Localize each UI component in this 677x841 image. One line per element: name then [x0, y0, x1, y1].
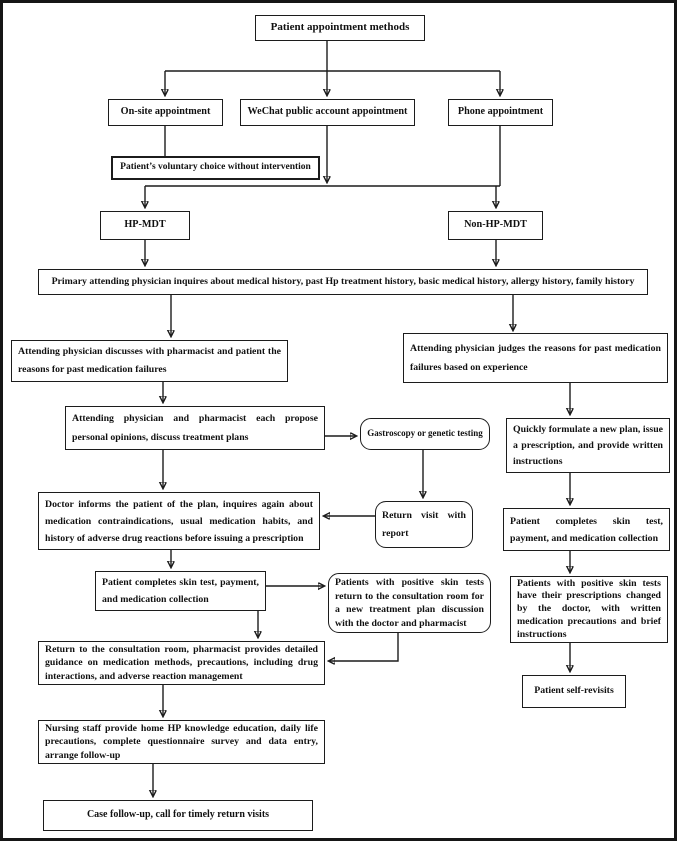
node-label: Attending physician judges the reasons for past medication failures based on experience: [410, 343, 661, 373]
node-primary-inquiry: [38, 269, 648, 295]
node-label: Return to the consultation room, pharmacist provides detailed guidance on medication methods, precautions, including drug interactions, and adverse reaction management: [45, 643, 318, 682]
node-inform-plan: [38, 492, 320, 550]
node-propose-opinions: [65, 406, 325, 450]
node-label: On-site appointment: [120, 106, 211, 118]
node-non-hp-mdt: [448, 211, 543, 240]
node-label: Patient completes skin test, payment, and medication collection: [102, 577, 259, 605]
node-label: Nursing staff provide home HP knowledge education, daily life precautions, complete questionnaire survey and data entry, arrange follow-up: [45, 722, 318, 761]
node-label: Attending physician discusses with pharmacist and patient the reasons for past medication failures: [18, 346, 281, 375]
node-return-visit-report: [375, 501, 473, 548]
node-wechat-appointment: [240, 99, 415, 126]
node-label: Non-HP-MDT: [464, 219, 527, 231]
node-label: WeChat public account appointment: [247, 106, 408, 118]
node-pharmacist-guidance: [38, 641, 325, 685]
node-label: Doctor informs the patient of the plan, inquires again about medication contraindications, usual medication habits, and history of adverse drug reactions before issuing a prescription: [45, 498, 313, 544]
node-label: Patients with positive skin tests return to the consultation room for a new treatment plan discussion with the doctor and pharmacist: [335, 577, 484, 629]
node-patient-self-revisits: [522, 675, 626, 708]
node-phone-appointment: [448, 99, 553, 126]
node-discuss-failures: [11, 340, 288, 382]
node-positive-skin-right: [510, 576, 668, 643]
node-skin-test-left: [95, 571, 266, 611]
node-gastroscopy-testing: [360, 418, 490, 450]
node-label: Patient self-revisits: [534, 685, 614, 697]
node-hp-mdt: [100, 211, 190, 240]
node-label: Patient appointment methods: [270, 21, 410, 34]
node-nursing-education: [38, 720, 325, 764]
node-label: Patient completes skin test, payment, and medication collection: [510, 515, 663, 544]
node-onsite-appointment: [108, 99, 223, 126]
node-label: Return visit with report: [382, 509, 466, 539]
node-label: Patients with positive skin tests have their prescriptions changed by the doctor, with written medication precautions and brief instructions: [517, 577, 661, 640]
node-label: Phone appointment: [457, 106, 544, 118]
node-quick-plan: [506, 418, 670, 473]
node-label: Patient’s voluntary choice without intervention: [120, 162, 311, 173]
node-patient-appointment-methods: [255, 15, 425, 41]
node-voluntary-choice: [111, 156, 320, 180]
node-positive-skin-mid: [328, 573, 491, 633]
node-label: Attending physician and pharmacist each propose personal opinions, discuss treatment plans: [72, 413, 318, 443]
edge-positive-guidance: [329, 633, 398, 661]
node-skin-test-right: [503, 508, 670, 551]
node-label: Case follow-up, call for timely return visits: [86, 809, 270, 821]
node-label: HP-MDT: [124, 219, 166, 231]
node-label: Gastroscopy or genetic testing: [367, 428, 483, 439]
node-judge-experience: [403, 333, 668, 383]
node-label: Primary attending physician inquires about medical history, past Hp treatment history, basic medical history, allergy history, family history: [51, 275, 635, 287]
node-case-followup: [43, 800, 313, 831]
node-label: Quickly formulate a new plan, issue a prescription, and provide written instructions: [513, 423, 663, 467]
